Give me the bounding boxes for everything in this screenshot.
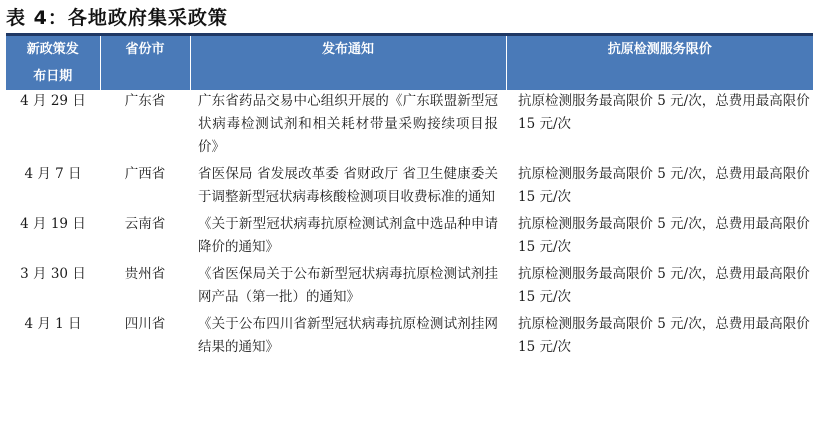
row-date: 4 月 19 日 xyxy=(20,216,86,232)
table-row xyxy=(6,213,813,259)
row-date: 3 月 30 日 xyxy=(20,266,86,282)
header-date-line1: 新政策发 xyxy=(26,42,79,57)
row-province: 云南省 xyxy=(124,216,166,232)
row-date: 4 月 1 日 xyxy=(24,316,82,332)
row-notice: 广东省药品交易中心组织开展的《广东联盟新型冠状病毒检测试剂和相关耗材带量采购接续项目报价》 xyxy=(198,93,498,155)
row-province: 广东省 xyxy=(124,93,166,109)
row-price: 抗原检测服务最高限价 5 元/次，总费用最高限价 15 元/次 xyxy=(518,266,810,305)
header-province: 省份市 xyxy=(100,36,190,90)
table-title: 表 4：各地政府集采政策 xyxy=(6,7,228,29)
row-price: 抗原检测服务最高限价 5 元/次，总费用最高限价 15 元/次 xyxy=(518,93,810,132)
row-notice: 《关于新型冠状病毒抗原检测试剂盒中选品种申请降价的通知》 xyxy=(198,216,498,255)
row-notice: 《关于公布四川省新型冠状病毒抗原检测试剂挂网结果的通知》 xyxy=(198,316,498,355)
header-notice: 发布通知 xyxy=(190,36,506,90)
row-date: 4 月 7 日 xyxy=(24,166,82,182)
policy-table xyxy=(6,36,813,359)
row-price: 抗原检测服务最高限价 5 元/次，总费用最高限价 15 元/次 xyxy=(518,216,810,255)
table-header-row xyxy=(6,36,813,90)
row-date: 4 月 29 日 xyxy=(20,93,86,109)
table-row xyxy=(6,163,813,209)
row-province: 贵州省 xyxy=(124,266,166,282)
table-row xyxy=(6,90,813,159)
header-date-line2: 布日期 xyxy=(33,69,73,84)
header-price: 抗原检测服务限价 xyxy=(506,36,813,90)
table-row xyxy=(6,313,813,359)
table-row xyxy=(6,263,813,309)
row-province: 四川省 xyxy=(124,316,166,332)
row-notice: 《省医保局关于公布新型冠状病毒抗原检测试剂挂网产品（第一批）的通知》 xyxy=(198,266,498,305)
row-province: 广西省 xyxy=(124,166,166,182)
row-price: 抗原检测服务最高限价 5 元/次，总费用最高限价 15 元/次 xyxy=(518,316,810,355)
header-date xyxy=(6,36,100,90)
row-price: 抗原检测服务最高限价 5 元/次，总费用最高限价 15 元/次 xyxy=(518,166,810,205)
row-notice: 省医保局 省发展改革委 省财政厅 省卫生健康委关于调整新型冠状病毒核酸检测项目收费标准的通知 xyxy=(198,166,498,205)
